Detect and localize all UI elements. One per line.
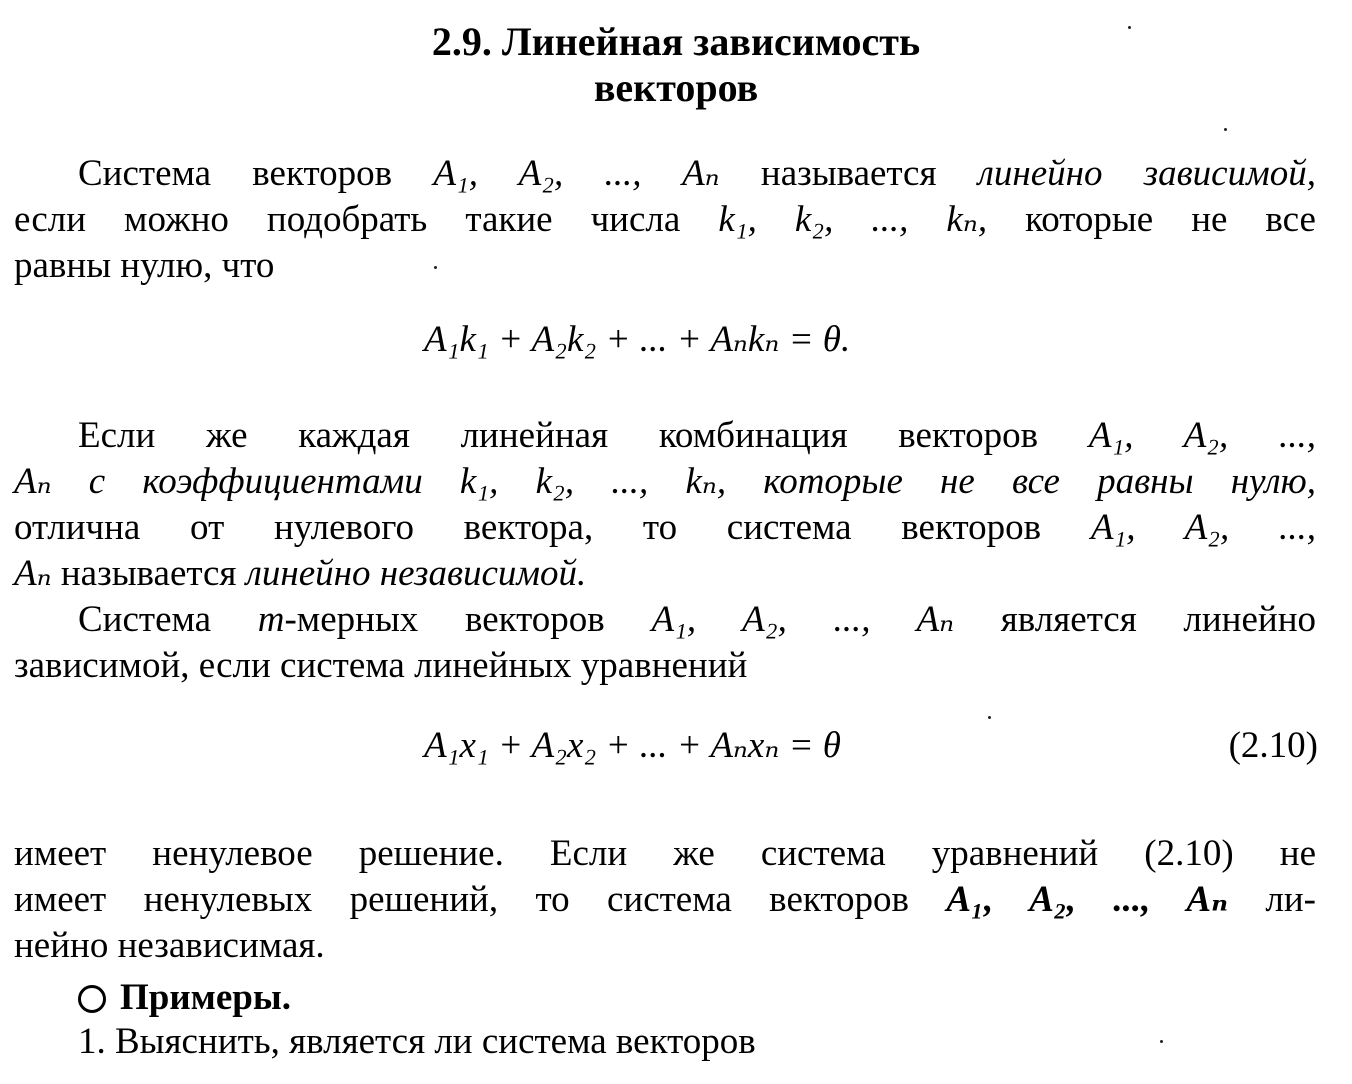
scan-speck bbox=[1160, 1040, 1163, 1043]
equation-number: (2.10) bbox=[1228, 725, 1318, 766]
para3-line2: зависимой, если система линейных уравнений bbox=[14, 645, 748, 686]
scan-speck bbox=[1128, 26, 1131, 29]
para4-line1: имеет ненулевое решение. Если же система уравнений (2.10) не bbox=[14, 833, 1316, 874]
para2-line1: Если же каждая линейная комбинация векторов A₁, A₂, ..., bbox=[78, 415, 1317, 456]
para3-line1: Система m-мерных векторов A₁, A₂, ..., Aₙ является линейно bbox=[78, 599, 1317, 640]
scan-speck bbox=[1224, 128, 1227, 131]
para1-line1: Система векторов A₁, A₂, ..., Aₙ называется линейно зависимой, bbox=[78, 153, 1316, 194]
example-item-1: 1. Выяснить, является ли система векторов bbox=[78, 1021, 756, 1062]
formula-linear-combination: A₁k₁ + A₂k₂ + ... + Aₙkₙ = θ. bbox=[424, 319, 851, 360]
scan-speck bbox=[434, 266, 437, 269]
formula-linear-system: A₁x₁ + A₂x₂ + ... + Aₙxₙ = θ bbox=[424, 725, 841, 766]
para4-line2: имеет ненулевых решений, то система векторов A₁, A₂, ..., Aₙ ли- bbox=[14, 879, 1316, 920]
para1-line3: равны нулю, что bbox=[14, 245, 275, 286]
coefficient-list: k₁, k₂, ..., kₙ, bbox=[718, 199, 988, 240]
section-title-line2: векторов bbox=[593, 65, 759, 110]
para2-line4: Aₙ называется линейно независимой. bbox=[14, 553, 587, 594]
para2-line2: Aₙ с коэффициентами k₁, k₂, ..., kₙ, которые не все равны нулю, bbox=[14, 461, 1316, 502]
para1-line2: если можно подобрать такие числа k₁, k₂, ..., kₙ, которые не все bbox=[14, 199, 1316, 240]
term-linearly-independent: линейно независимой. bbox=[245, 553, 587, 594]
circle-bullet-icon bbox=[78, 985, 106, 1013]
section-title-line1: 2.9. Линейная зависимость bbox=[431, 19, 921, 64]
para2-line3: отлична от нулевого вектора, то система векторов A₁, A₂, ..., bbox=[14, 507, 1316, 548]
vector-list: A₁, A₂, ..., Aₙ bbox=[433, 153, 720, 194]
para4-line3: нейно независимая. bbox=[14, 925, 325, 966]
term-linearly-dependent: линейно зависимой, bbox=[977, 153, 1316, 194]
examples-heading: Примеры. bbox=[78, 976, 1316, 1020]
scan-speck bbox=[988, 716, 991, 719]
